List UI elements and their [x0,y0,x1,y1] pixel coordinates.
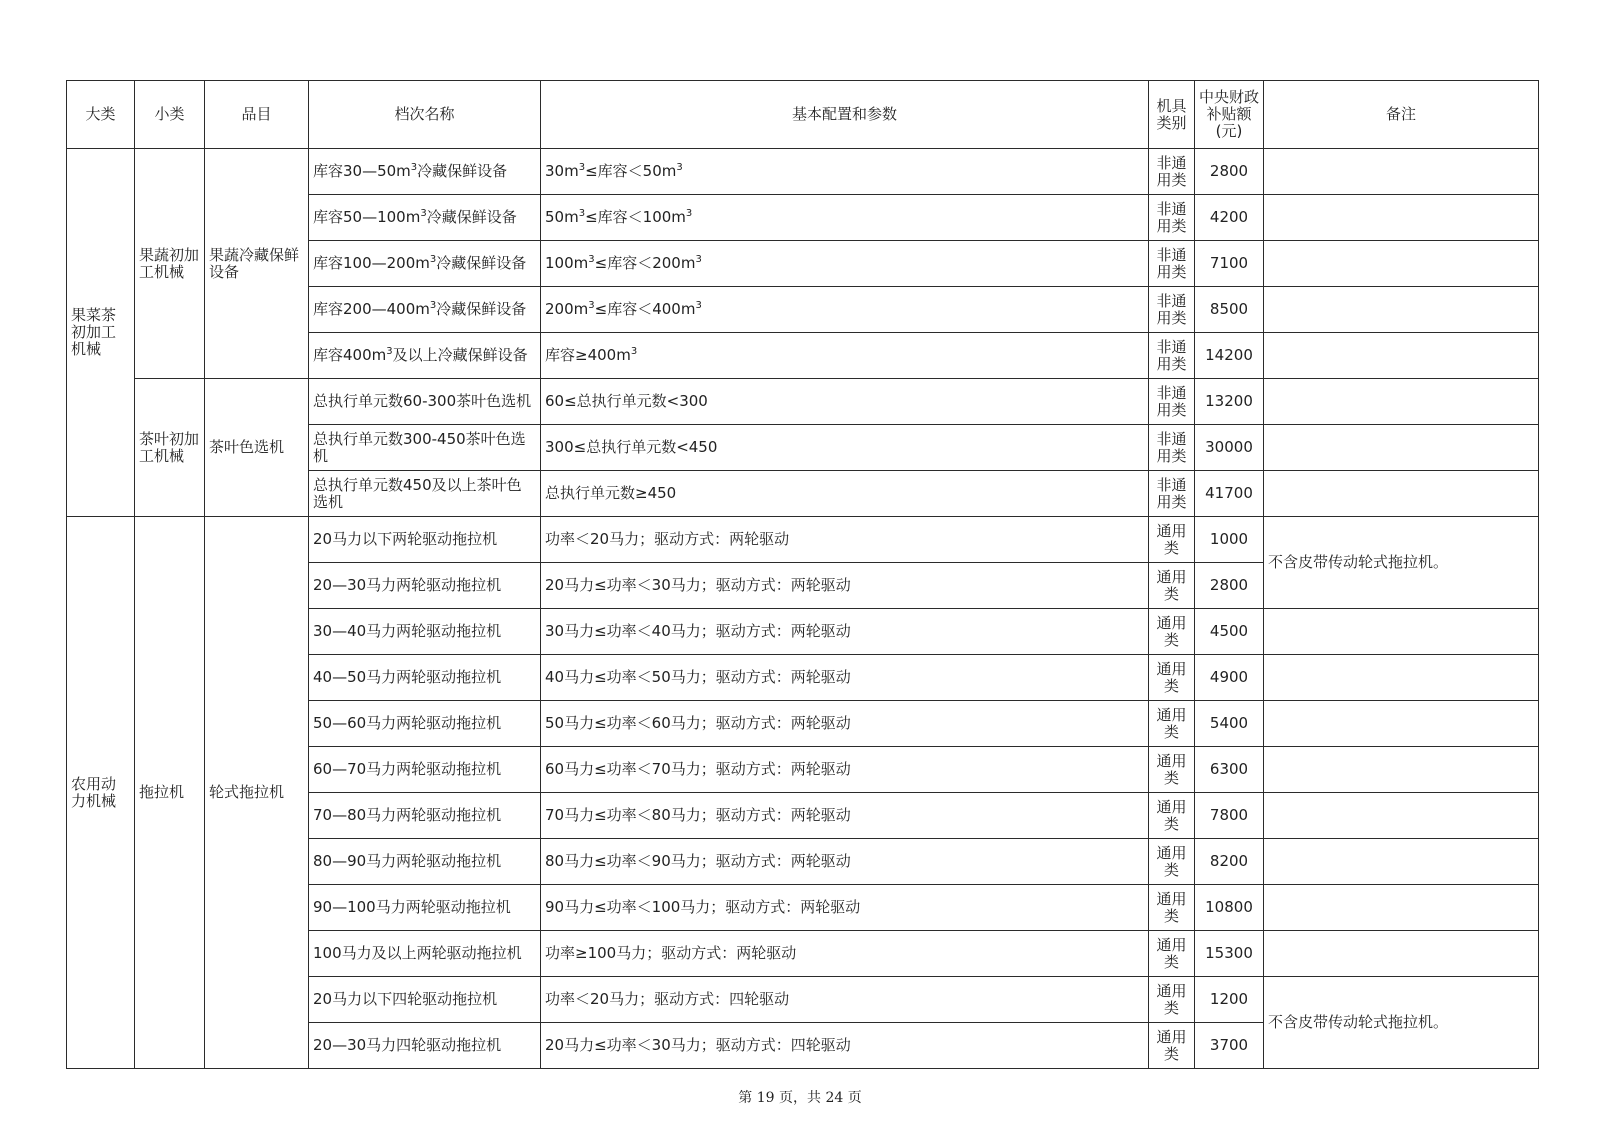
grade-name-cell: 100马力及以上两轮驱动拖拉机 [309,931,541,977]
category-cell: 农用动力机械 [67,517,135,1069]
machine-type-cell: 非通用类 [1149,425,1195,471]
machine-type-cell: 通用类 [1149,1023,1195,1069]
config-cell: 30马力≤功率＜40马力；驱动方式：两轮驱动 [541,609,1149,655]
remark-cell [1264,333,1539,379]
config-cell: 90马力≤功率＜100马力；驱动方式：两轮驱动 [541,885,1149,931]
machine-type-cell: 通用类 [1149,885,1195,931]
config-text: 30m [545,162,579,180]
grade-name-cell: 总执行单元数60-300茶叶色选机 [309,379,541,425]
grade-name-cell [309,149,541,195]
config-cell: 80马力≤功率＜90马力；驱动方式：两轮驱动 [541,839,1149,885]
superscript: 3 [588,300,595,311]
config-cell: 总执行单元数≥450 [541,471,1149,517]
item-cell: 轮式拖拉机 [205,517,309,1069]
category-cell: 果菜茶初加工机械 [67,149,135,517]
grade-name-cell: 30—40马力两轮驱动拖拉机 [309,609,541,655]
config-cell: 60≤总执行单元数<300 [541,379,1149,425]
subcategory-cell: 果蔬初加工机械 [135,149,205,379]
machine-type-cell: 非通用类 [1149,149,1195,195]
config-cell [541,333,1149,379]
subsidy-cell: 5400 [1195,701,1264,747]
header-remark: 备注 [1264,81,1539,149]
grade-name-text: 冷藏保鲜设备 [426,208,517,226]
config-cell [541,195,1149,241]
table-row [67,517,1539,563]
superscript: 3 [429,254,437,265]
remark-cell [1264,425,1539,471]
superscript: 3 [630,346,638,357]
remark-cell [1264,241,1539,287]
subsidy-cell: 4900 [1195,655,1264,701]
remark-cell [1264,655,1539,701]
superscript: 3 [386,346,393,357]
subsidy-cell: 6300 [1195,747,1264,793]
subsidy-cell: 7800 [1195,793,1264,839]
subsidy-cell: 8500 [1195,287,1264,333]
config-cell: 50马力≤功率＜60马力；驱动方式：两轮驱动 [541,701,1149,747]
remark-cell [1264,839,1539,885]
header-subcategory: 小类 [135,81,205,149]
subsidy-cell: 2800 [1195,563,1264,609]
config-text: ≤库容＜200m [594,254,696,272]
remark-cell [1264,379,1539,425]
subsidy-cell: 10800 [1195,885,1264,931]
grade-name-cell: 20—30马力两轮驱动拖拉机 [309,563,541,609]
grade-name-text: 冷藏保鲜设备 [417,162,508,180]
superscript: 3 [676,162,683,173]
table-row [67,379,1539,425]
superscript: 3 [695,254,702,265]
superscript: 3 [420,208,427,219]
subsidy-cell: 13200 [1195,379,1264,425]
remark-cell [1264,793,1539,839]
machine-type-cell: 非通用类 [1149,379,1195,425]
grade-name-cell: 20马力以下四轮驱动拖拉机 [309,977,541,1023]
config-text: ≤库容＜100m [585,208,686,226]
grade-name-cell: 60—70马力两轮驱动拖拉机 [309,747,541,793]
header-item: 品目 [205,81,309,149]
config-cell [541,287,1149,333]
grade-name-text: 库容50—100m [313,208,421,226]
remark-cell [1264,701,1539,747]
grade-name-text: 库容400m [313,346,387,364]
machine-type-cell: 通用类 [1149,977,1195,1023]
machine-type-cell: 通用类 [1149,839,1195,885]
superscript: 3 [588,254,595,265]
remark-cell [1264,885,1539,931]
header-subsidy: 中央财政补贴额(元) [1195,81,1264,149]
config-cell: 20马力≤功率＜30马力；驱动方式：四轮驱动 [541,1023,1149,1069]
table-row [67,149,1539,195]
superscript: 3 [578,208,586,219]
page-footer [0,1087,1600,1107]
grade-name-cell: 90—100马力两轮驱动拖拉机 [309,885,541,931]
subsidy-cell: 1000 [1195,517,1264,563]
subsidy-cell: 41700 [1195,471,1264,517]
machine-type-cell: 非通用类 [1149,471,1195,517]
config-text: ≤库容＜400m [594,300,696,318]
machine-type-cell: 非通用类 [1149,287,1195,333]
machine-type-cell: 通用类 [1149,931,1195,977]
machine-type-cell: 通用类 [1149,563,1195,609]
subsidy-cell: 7100 [1195,241,1264,287]
grade-name-cell: 70—80马力两轮驱动拖拉机 [309,793,541,839]
config-cell [541,149,1149,195]
subsidy-cell: 15300 [1195,931,1264,977]
config-cell [541,241,1149,287]
machine-type-cell: 非通用类 [1149,241,1195,287]
machine-type-cell: 非通用类 [1149,333,1195,379]
remark-cell [1264,149,1539,195]
header-machine-type: 机具类别 [1149,81,1195,149]
subsidy-cell: 2800 [1195,149,1264,195]
superscript: 3 [410,162,418,173]
machine-type-cell: 通用类 [1149,747,1195,793]
subsidy-table [66,80,1539,1069]
page-number: 19 [756,1090,775,1106]
remark-cell: 不含皮带传动轮式拖拉机。 [1264,517,1539,609]
grade-name-text: 库容100—200m [313,254,430,272]
grade-name-cell: 总执行单元数450及以上茶叶色选机 [309,471,541,517]
header-category: 大类 [67,81,135,149]
config-cell: 功率＜20马力；驱动方式：两轮驱动 [541,517,1149,563]
item-cell: 果蔬冷藏保鲜设备 [205,149,309,379]
machine-type-cell: 通用类 [1149,609,1195,655]
grade-name-cell: 50—60马力两轮驱动拖拉机 [309,701,541,747]
remark-cell [1264,609,1539,655]
grade-name-cell: 总执行单元数300-450茶叶色选机 [309,425,541,471]
subsidy-cell: 3700 [1195,1023,1264,1069]
grade-name-cell: 40—50马力两轮驱动拖拉机 [309,655,541,701]
page-total: 24 [825,1090,844,1106]
grade-name-cell [309,287,541,333]
config-text: 200m [545,300,589,318]
item-cell: 茶叶色选机 [205,379,309,517]
config-cell: 20马力≤功率＜30马力；驱动方式：两轮驱动 [541,563,1149,609]
grade-name-text: 库容30—50m [313,162,411,180]
machine-type-cell: 通用类 [1149,701,1195,747]
grade-name-text: 及以上冷藏保鲜设备 [392,346,528,364]
grade-name-text: 冷藏保鲜设备 [436,300,527,318]
footer-suffix: 页 [843,1090,862,1106]
subcategory-cell: 茶叶初加工机械 [135,379,205,517]
remark-cell [1264,471,1539,517]
subsidy-cell: 30000 [1195,425,1264,471]
subsidy-cell: 4500 [1195,609,1264,655]
config-text: 50m [545,208,579,226]
superscript: 3 [429,300,437,311]
grade-name-text: 冷藏保鲜设备 [436,254,527,272]
subsidy-cell: 1200 [1195,977,1264,1023]
machine-type-cell: 通用类 [1149,517,1195,563]
subsidy-cell: 14200 [1195,333,1264,379]
config-text: 100m [545,254,589,272]
subcategory-cell: 拖拉机 [135,517,205,1069]
grade-name-text: 库容200—400m [313,300,430,318]
grade-name-cell [309,195,541,241]
remark-cell: 不含皮带传动轮式拖拉机。 [1264,977,1539,1069]
footer-prefix: 第 [738,1090,757,1106]
grade-name-cell [309,241,541,287]
config-cell: 功率＜20马力；驱动方式：四轮驱动 [541,977,1149,1023]
subsidy-cell: 8200 [1195,839,1264,885]
grade-name-cell: 80—90马力两轮驱动拖拉机 [309,839,541,885]
config-cell: 300≤总执行单元数<450 [541,425,1149,471]
config-text: 库容≥400m [545,346,631,364]
header-grade-name: 档次名称 [309,81,541,149]
remark-cell [1264,287,1539,333]
header-config: 基本配置和参数 [541,81,1149,149]
config-text: ≤库容＜50m [585,162,677,180]
grade-name-cell: 20—30马力四轮驱动拖拉机 [309,1023,541,1069]
grade-name-cell [309,333,541,379]
grade-name-cell: 20马力以下两轮驱动拖拉机 [309,517,541,563]
config-cell: 功率≥100马力；驱动方式：两轮驱动 [541,931,1149,977]
config-cell: 40马力≤功率＜50马力；驱动方式：两轮驱动 [541,655,1149,701]
config-cell: 60马力≤功率＜70马力；驱动方式：两轮驱动 [541,747,1149,793]
remark-cell [1264,931,1539,977]
remark-cell [1264,747,1539,793]
superscript: 3 [578,162,586,173]
superscript: 3 [685,208,693,219]
header-row [67,81,1539,149]
remark-cell [1264,195,1539,241]
footer-middle: 页，共 [774,1090,826,1106]
subsidy-cell: 4200 [1195,195,1264,241]
machine-type-cell: 非通用类 [1149,195,1195,241]
config-cell: 70马力≤功率＜80马力；驱动方式：两轮驱动 [541,793,1149,839]
superscript: 3 [695,300,702,311]
machine-type-cell: 通用类 [1149,655,1195,701]
machine-type-cell: 通用类 [1149,793,1195,839]
